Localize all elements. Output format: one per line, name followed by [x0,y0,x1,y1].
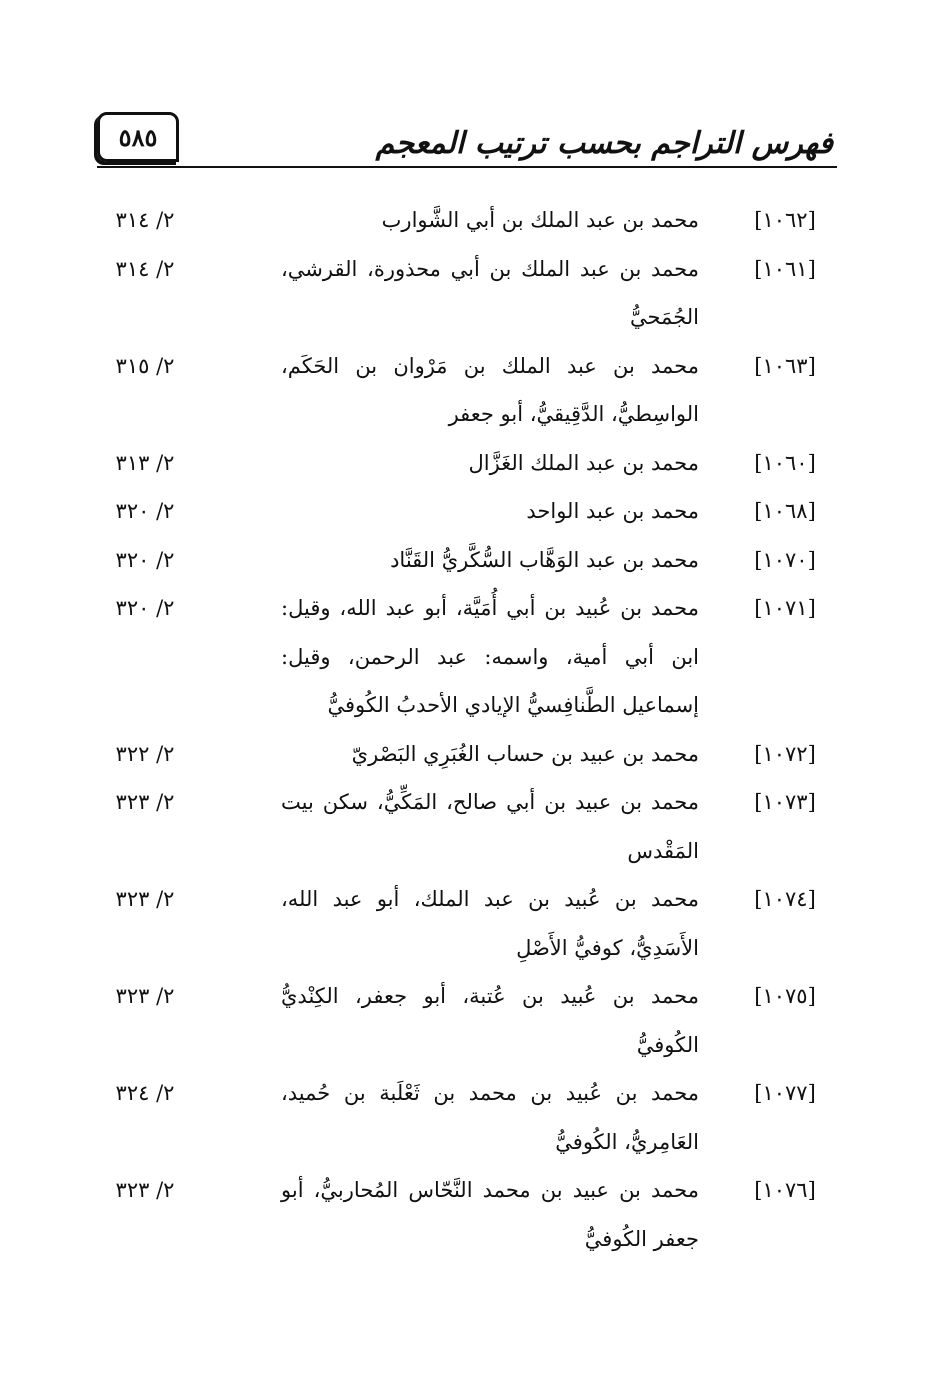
volume-page-reference: ٢/ ٣٢٤ [115,1081,175,1105]
index-entry [95,1069,835,1166]
entry-name: محمد بن عبيد بن أبي صالح، المَكِّيُّ، سكن بيت المَقْدس [281,790,699,863]
index-entry [95,730,835,779]
entry-number: [١٠٧٦] [754,1178,816,1202]
index-entry [95,778,835,875]
entry-number: [١٠٧٤] [754,887,816,911]
index-entry [95,1166,835,1263]
volume-page-reference: ٢/ ٣٢٣ [115,790,175,814]
entry-name: محمد بن عُبيد بن أبي أُمَيَّة، أبو عبد الله، وقيل: ابن أبي أمية، واسمه: عبد الرحمن، وقيل: إسماعيل الطَّنافِسيُّ الإيادي الأحدبُ الكُوفيُّ [281,596,699,717]
header-divider [97,166,837,168]
volume-page-reference: ٢/ ٣١٣ [115,450,175,475]
index-entry [95,342,835,439]
volume-page-reference: ٢/ ٣٢٠ [115,499,175,523]
entry-name: محمد بن عبيد بن حساب الغُبَرِي البَصْريّ [351,741,699,766]
entry-name: محمد بن عُبيد بن محمد بن ثَعْلَبة بن حُميد، العَامِريُّ، الكُوفيُّ [281,1081,699,1154]
biography-index-list [95,196,835,1263]
index-entry [95,245,835,342]
entry-number: [١٠٦٣] [754,353,816,378]
entry-name: محمد بن عبد الملك بن أبي الشَّوارب [381,208,699,232]
volume-page-reference: ٢/ ٣٢٠ [115,596,175,620]
volume-page-reference: ٢/ ٣١٥ [115,353,175,378]
entry-number: [١٠٦٢] [754,208,816,232]
index-entry [95,536,835,585]
page-header [97,112,837,170]
entry-name: محمد بن عبد الواحد [526,499,699,523]
index-entry [95,487,835,536]
entry-number: [١٠٧١] [754,596,816,620]
entry-number: [١٠٧٠] [754,547,816,572]
entry-name: محمد بن عبيد بن محمد النَّحّاس المُحاربيُّ، أبو جعفر الكُوفيُّ [281,1178,699,1251]
volume-page-reference: ٢/ ٣٢٣ [115,1178,175,1202]
entry-name: محمد بن عبد الملك الغَزَّال [468,450,699,475]
entry-number: [١٠٧٧] [754,1081,816,1105]
index-entry [95,584,835,730]
volume-page-reference: ٢/ ٣٢٢ [115,741,175,766]
entry-number: [١٠٧٢] [754,741,816,766]
index-entry [95,439,835,488]
volume-page-reference: ٢/ ٣١٤ [115,256,175,281]
entry-name: محمد بن عبد الملك بن أبي محذورة، القرشي، الجُمَحيُّ [281,256,699,329]
entry-name: محمد بن عبد الوَهَّاب السُّكَّريُّ القَنَّاد [390,547,699,572]
index-entry [95,196,835,245]
entry-number: [١٠٦٨] [754,499,816,523]
index-entry [95,972,835,1069]
running-title: فهرس التراجم بحسب ترتيب المعجم [375,126,833,161]
volume-page-reference: ٢/ ٣٢٣ [115,984,175,1008]
volume-page-reference: ٢/ ٣٢٣ [115,887,175,911]
entry-number: [١٠٦٠] [754,450,816,475]
volume-page-reference: ٢/ ٣١٤ [115,208,175,232]
page-number: ٥٨٥ [97,112,179,162]
index-entry [95,875,835,972]
entry-number: [١٠٦١] [754,256,816,281]
entry-number: [١٠٧٣] [754,790,816,814]
volume-page-reference: ٢/ ٣٢٠ [115,547,175,572]
entry-number: [١٠٧٥] [754,984,816,1008]
entry-name: محمد بن عُبيد بن عُتبة، أبو جعفر، الكِنْديُّ الكُوفيُّ [281,984,699,1057]
entry-name: محمد بن عبد الملك بن مَرْوان بن الحَكَم، الواسِطيُّ، الدَّقِيقيُّ، أبو جعفر [281,353,699,426]
entry-name: محمد بن عُبيد بن عبد الملك، أبو عبد الله، الأَسَدِيُّ، كوفيُّ الأَصْلِ [281,887,699,960]
